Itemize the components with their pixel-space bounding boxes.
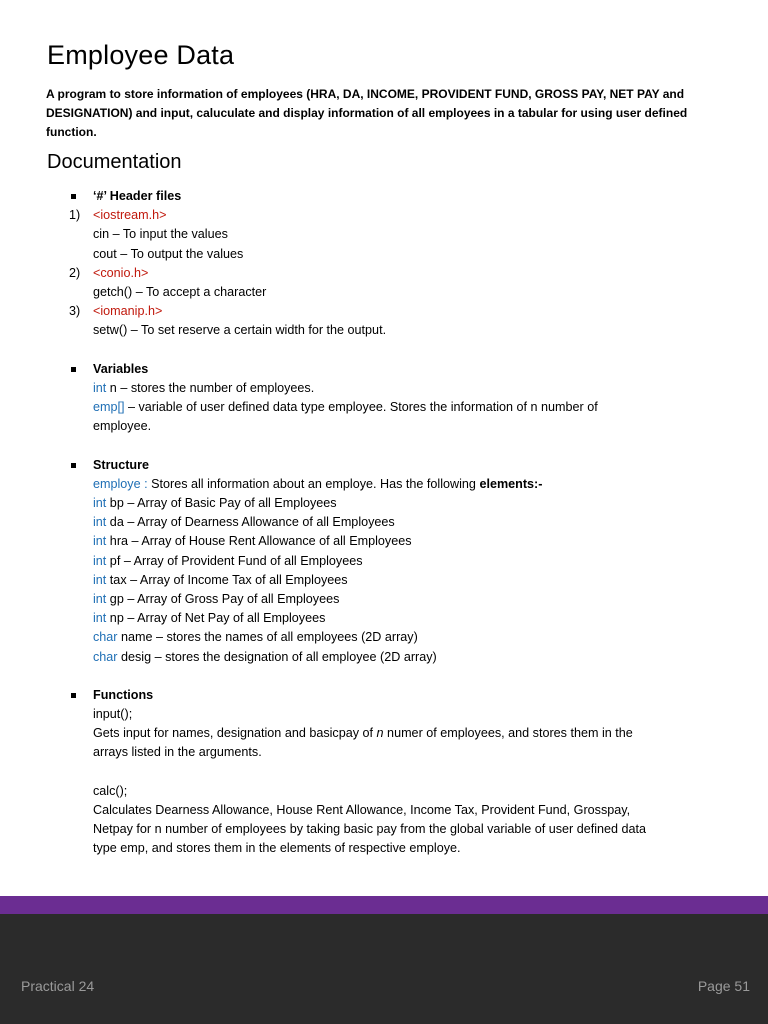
structure-field: int hra – Array of House Rent Allowance of all Employees <box>93 534 412 549</box>
variable-line: emp[] – variable of user defined data type employee. Stores the information of n number of <box>93 400 598 415</box>
documentation-body <box>0 187 768 859</box>
spacer <box>0 667 768 686</box>
header-file-item <box>0 302 768 321</box>
list-number: 1) <box>69 208 81 223</box>
header-file-name: <conio.h> <box>93 265 149 280</box>
variable-line: int n – stores the number of employees. <box>93 380 315 395</box>
structure-field: int da – Array of Dearness Allowance of all Employees <box>93 515 395 530</box>
structure-title-row <box>0 456 768 475</box>
keyword: char <box>93 649 118 664</box>
structure-title: Structure <box>93 457 149 472</box>
keyword: int <box>93 515 107 530</box>
structure-field: int np – Array of Net Pay of all Employees <box>93 611 326 626</box>
functions-title: Functions <box>93 687 154 702</box>
intro-paragraph: A program to store information of employees (HRA, DA, INCOME, PROVIDENT FUND, GROSS PAY, NET PAY and DESIGNATION) and input, caluculate and display information of all employees in a tabular for using user defined function. <box>46 87 688 139</box>
accent-bar <box>0 896 768 914</box>
list-number: 3) <box>69 304 81 319</box>
footer-page-number: Page 51 <box>697 978 750 994</box>
keyword: int <box>93 496 107 510</box>
function-desc: type emp, and stores them in the elements of respective employe. <box>93 841 461 856</box>
spacer <box>0 763 768 782</box>
header-files-title: ‘#’ Header files <box>93 189 182 203</box>
header-file-name: <iomanip.h> <box>93 304 163 319</box>
spacer <box>0 436 768 455</box>
keyword: employe : <box>93 476 148 491</box>
keyword: emp[] <box>93 400 125 415</box>
header-file-item <box>0 206 768 225</box>
functions-title-row <box>0 686 768 705</box>
header-file-desc: getch() – To accept a character <box>93 284 267 299</box>
function-desc: Gets input for names, designation and basicpay of n numer of employees, and stores them in the <box>93 726 633 741</box>
keyword: int <box>93 534 107 549</box>
keyword: int <box>93 553 107 568</box>
structure-field: int gp – Array of Gross Pay of all Employees <box>93 591 340 606</box>
header-file-desc: cout – To output the values <box>93 246 244 261</box>
spacer <box>0 341 768 360</box>
footer-practical-label: Practical 24 <box>21 978 95 994</box>
keyword: int <box>93 572 107 587</box>
header-file-desc: cin – To input the values <box>93 227 228 242</box>
list-number: 2) <box>69 265 81 280</box>
structure-field: char name – stores the names of all employees (2D array) <box>93 630 418 645</box>
keyword: int <box>93 380 107 395</box>
structure-field: char desig – stores the designation of all employee (2D array) <box>93 649 437 664</box>
function-desc: Netpay for n number of employees by taking basic pay from the global variable of user defined data <box>93 822 647 837</box>
header-file-desc: setw() – To set reserve a certain width for the output. <box>93 323 387 338</box>
header-files-title-row <box>0 187 768 206</box>
function-signature: calc(); <box>93 783 128 798</box>
header-file-name: <iostream.h> <box>93 208 167 223</box>
header-file-item <box>0 264 768 283</box>
square-bullet-icon <box>71 463 76 468</box>
variables-title: Variables <box>93 361 149 376</box>
square-bullet-icon <box>71 194 76 199</box>
structure-field: int pf – Array of Provident Fund of all Employees <box>93 553 363 568</box>
function-desc: Calculates Dearness Allowance, House Rent Allowance, Income Tax, Provident Fund, Grosspay, <box>93 803 631 817</box>
keyword: char <box>93 630 118 645</box>
variables-title-row <box>0 360 768 379</box>
page-title: Employee Data <box>47 40 235 70</box>
structure-intro: employe : Stores all information about an employe. Has the following elements:- <box>93 476 543 491</box>
square-bullet-icon <box>71 367 76 372</box>
documentation-heading: Documentation <box>47 151 182 173</box>
square-bullet-icon <box>71 693 76 698</box>
structure-field: int tax – Array of Income Tax of all Employees <box>93 572 348 587</box>
keyword: int <box>93 611 107 626</box>
keyword: int <box>93 591 107 606</box>
variable-line: employee. <box>93 419 152 434</box>
page-footer <box>0 914 768 1024</box>
function-signature: input(); <box>93 707 133 722</box>
structure-field: int bp – Array of Basic Pay of all Employees <box>93 496 337 510</box>
function-desc: arrays listed in the arguments. <box>93 745 262 760</box>
